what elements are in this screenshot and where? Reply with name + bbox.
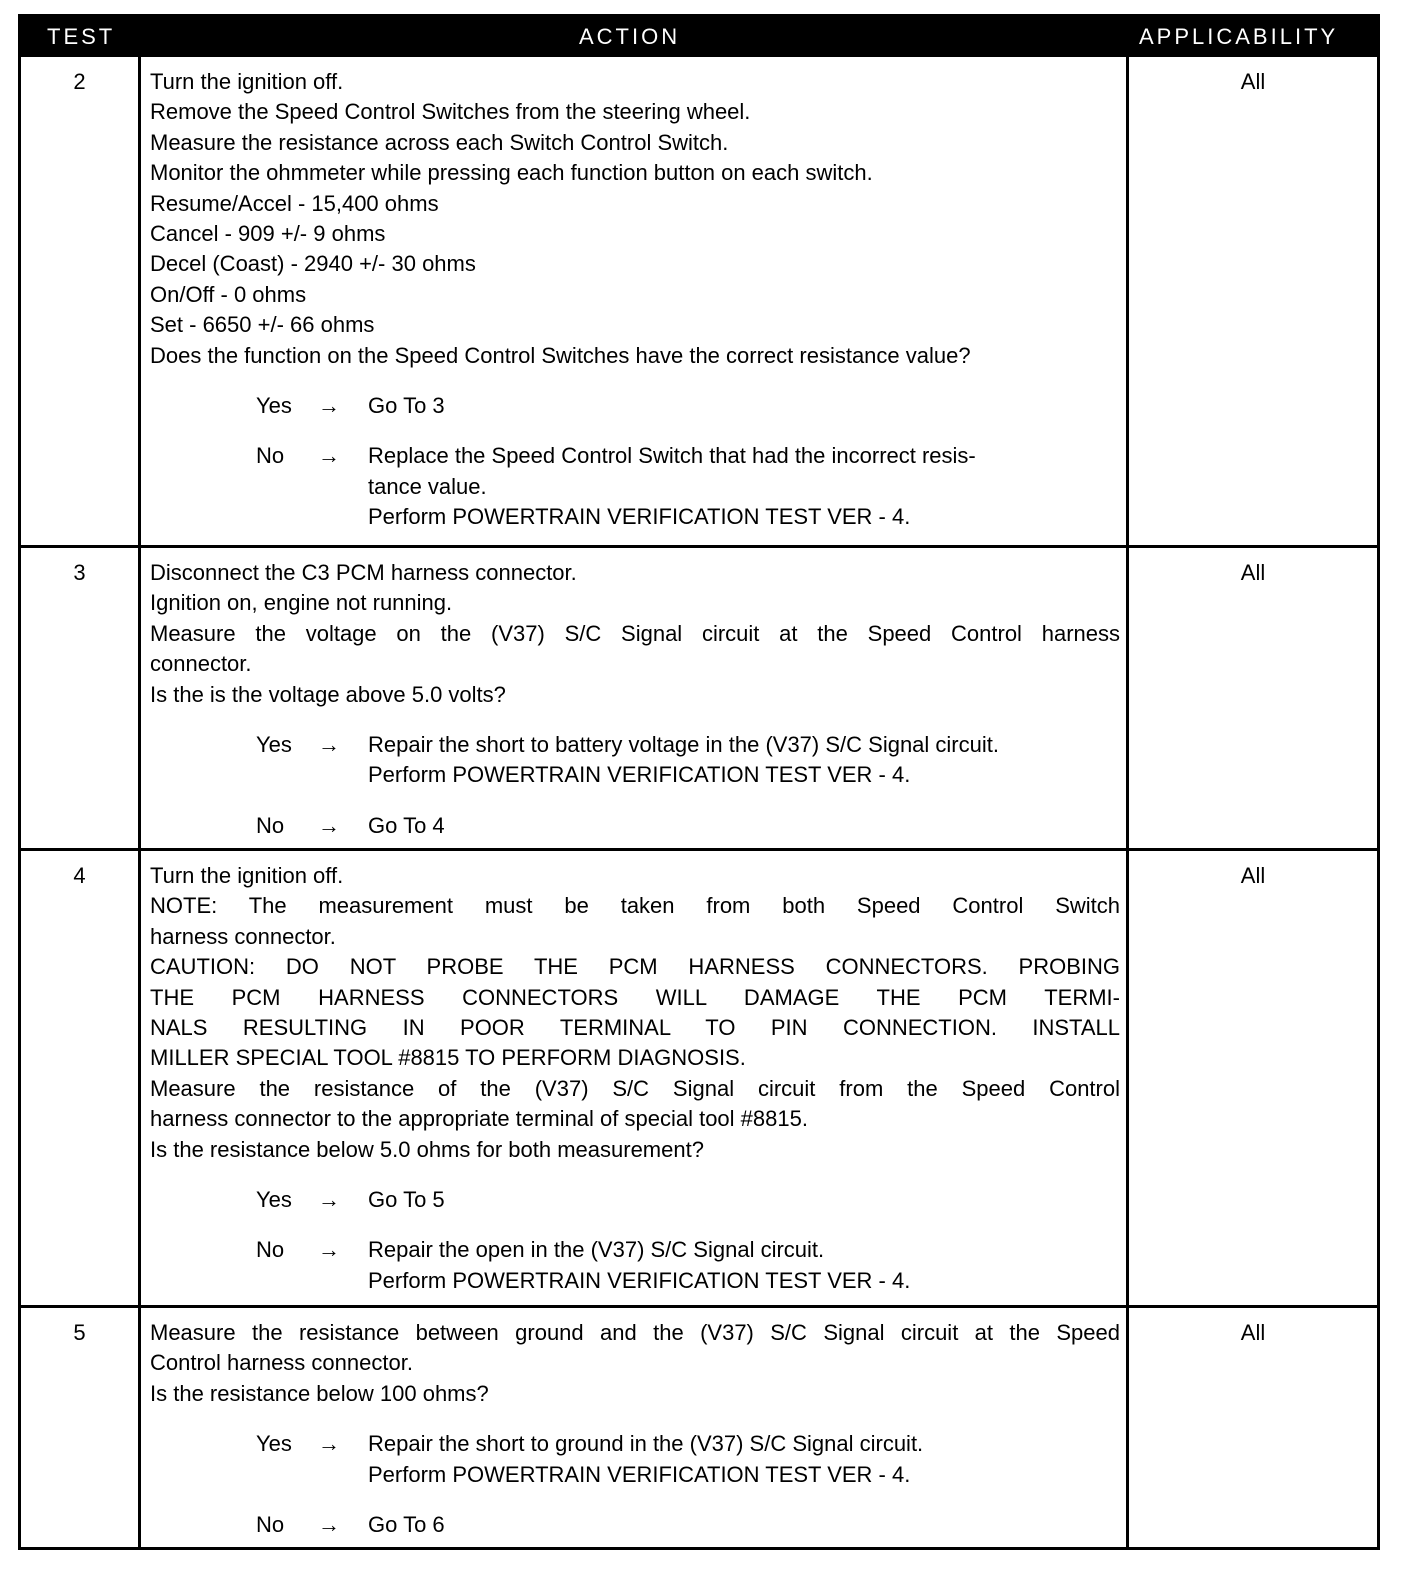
option-text — [368, 391, 1120, 421]
option-line: Go To 3 — [368, 393, 445, 419]
action-line: connector. — [150, 651, 252, 677]
option-yes — [150, 391, 1120, 421]
option-no — [150, 1235, 1120, 1296]
action-line: Turn the ignition off. — [150, 863, 344, 888]
option-key: Yes — [256, 1187, 292, 1213]
answer-options — [150, 391, 1120, 533]
option-text — [368, 730, 1120, 791]
action-line: Is the resistance below 100 ohms? — [150, 1380, 489, 1406]
action-line: Decel (Coast) - 2940 +/- 30 ohms — [150, 251, 476, 277]
test-row-2 — [21, 57, 1377, 545]
action-line: Is the resistance below 5.0 ohms for both measurement? — [150, 1136, 704, 1162]
option-line: tance value. — [368, 473, 487, 499]
action-cell — [150, 558, 1120, 841]
option-line: Perform POWERTRAIN VERIFICATION TEST VER - 4. — [368, 1461, 911, 1487]
option-key: No — [256, 812, 285, 838]
option-key: No — [256, 1512, 285, 1538]
option-line: Repair the short to ground in the (V37) S/C Signal circuit. — [368, 1431, 924, 1457]
action-line: Control harness connector. — [150, 1350, 413, 1376]
action-cell — [150, 861, 1120, 1296]
header-action: ACTION — [579, 24, 681, 49]
action-line: harness connector. — [150, 923, 336, 949]
applicability-cell: All — [1126, 1308, 1377, 1547]
option-key: Yes — [256, 732, 292, 758]
answer-options — [150, 1429, 1120, 1540]
header-test: TEST — [47, 24, 116, 49]
header-applicability: APPLICABILITY — [1139, 24, 1339, 49]
action-line: NALS RESULTING IN POOR TERMINAL TO PIN CONNECTION. INSTALL — [150, 1015, 1120, 1041]
arrow-icon: → — [318, 1431, 340, 1457]
option-line: Go To 6 — [368, 1512, 445, 1538]
test-number: 4 — [21, 851, 141, 1305]
option-line: Go To 4 — [368, 812, 445, 838]
option-text — [368, 441, 1120, 532]
action-line: Turn the ignition off. — [150, 69, 344, 94]
action-line: Resume/Accel - 15,400 ohms — [150, 190, 439, 216]
option-line: Go To 5 — [368, 1187, 445, 1213]
action-line: NOTE: The measurement must be taken from both Speed Control Switch — [150, 893, 1120, 919]
action-line: Disconnect the C3 PCM harness connector. — [150, 560, 577, 585]
option-key: Yes — [256, 393, 292, 419]
option-line: Replace the Speed Control Switch that had the incorrect resis- — [368, 443, 976, 469]
arrow-icon: → — [318, 443, 340, 469]
test-row-4 — [21, 848, 1377, 1305]
answer-options — [150, 730, 1120, 841]
option-text — [368, 1510, 1120, 1540]
arrow-icon: → — [318, 1512, 340, 1538]
arrow-icon: → — [318, 1187, 340, 1213]
arrow-icon: → — [318, 1237, 340, 1263]
test-number: 3 — [21, 548, 141, 848]
action-line: Measure the resistance across each Switch Control Switch. — [150, 129, 729, 155]
arrow-icon: → — [318, 732, 340, 758]
arrow-icon: → — [318, 393, 340, 419]
table-header — [21, 17, 1377, 57]
action-line: MILLER SPECIAL TOOL #8815 TO PERFORM DIAGNOSIS. — [150, 1045, 746, 1071]
option-line: Perform POWERTRAIN VERIFICATION TEST VER - 4. — [368, 1267, 911, 1293]
action-line: Set - 6650 +/- 66 ohms — [150, 312, 375, 338]
applicability-cell: All — [1126, 851, 1377, 1305]
action-line: Cancel - 909 +/- 9 ohms — [150, 221, 386, 247]
diagnostic-table — [18, 14, 1380, 1550]
option-no — [150, 1510, 1120, 1540]
action-line: Measure the resistance between ground and the (V37) S/C Signal circuit at the Speed — [150, 1320, 1120, 1345]
arrow-icon: → — [318, 812, 340, 838]
test-row-3 — [21, 545, 1377, 848]
option-line: Perform POWERTRAIN VERIFICATION TEST VER - 4. — [368, 762, 911, 788]
option-yes — [150, 1429, 1120, 1490]
action-line: Measure the resistance of the (V37) S/C Signal circuit from the Speed Control — [150, 1075, 1120, 1101]
option-text — [368, 1235, 1120, 1296]
action-line: Monitor the ohmmeter while pressing each function button on each switch. — [150, 160, 873, 186]
action-line: Does the function on the Speed Control Switches have the correct resistance value? — [150, 342, 971, 368]
applicability-cell: All — [1126, 57, 1377, 545]
action-cell — [150, 67, 1120, 533]
answer-options — [150, 1185, 1120, 1296]
test-number: 2 — [21, 57, 141, 545]
option-text — [368, 1429, 1120, 1490]
action-line: Ignition on, engine not running. — [150, 590, 453, 616]
option-yes — [150, 730, 1120, 791]
action-line: Measure the voltage on the (V37) S/C Signal circuit at the Speed Control harness — [150, 620, 1120, 646]
action-cell — [150, 1318, 1120, 1540]
action-line: harness connector to the appropriate terminal of special tool #8815. — [150, 1106, 808, 1132]
test-row-5 — [21, 1305, 1377, 1547]
option-key: No — [256, 443, 285, 469]
option-line: Repair the open in the (V37) S/C Signal circuit. — [368, 1237, 825, 1263]
option-key: No — [256, 1237, 285, 1263]
test-number: 5 — [21, 1308, 141, 1547]
applicability-cell: All — [1126, 548, 1377, 848]
option-yes — [150, 1185, 1120, 1215]
action-line: On/Off - 0 ohms — [150, 281, 307, 307]
option-key: Yes — [256, 1431, 292, 1457]
action-line: Remove the Speed Control Switches from the steering wheel. — [150, 99, 751, 125]
action-line: THE PCM HARNESS CONNECTORS WILL DAMAGE THE PCM TERMI- — [150, 984, 1120, 1010]
option-text — [368, 1185, 1120, 1215]
option-text — [368, 811, 1120, 841]
option-line: Perform POWERTRAIN VERIFICATION TEST VER - 4. — [368, 504, 911, 530]
option-no — [150, 811, 1120, 841]
action-line: Is the is the voltage above 5.0 volts? — [150, 681, 506, 707]
option-line: Repair the short to battery voltage in the (V37) S/C Signal circuit. — [368, 732, 999, 758]
action-line: CAUTION: DO NOT PROBE THE PCM HARNESS CONNECTORS. PROBING — [150, 954, 1120, 980]
option-no — [150, 441, 1120, 532]
